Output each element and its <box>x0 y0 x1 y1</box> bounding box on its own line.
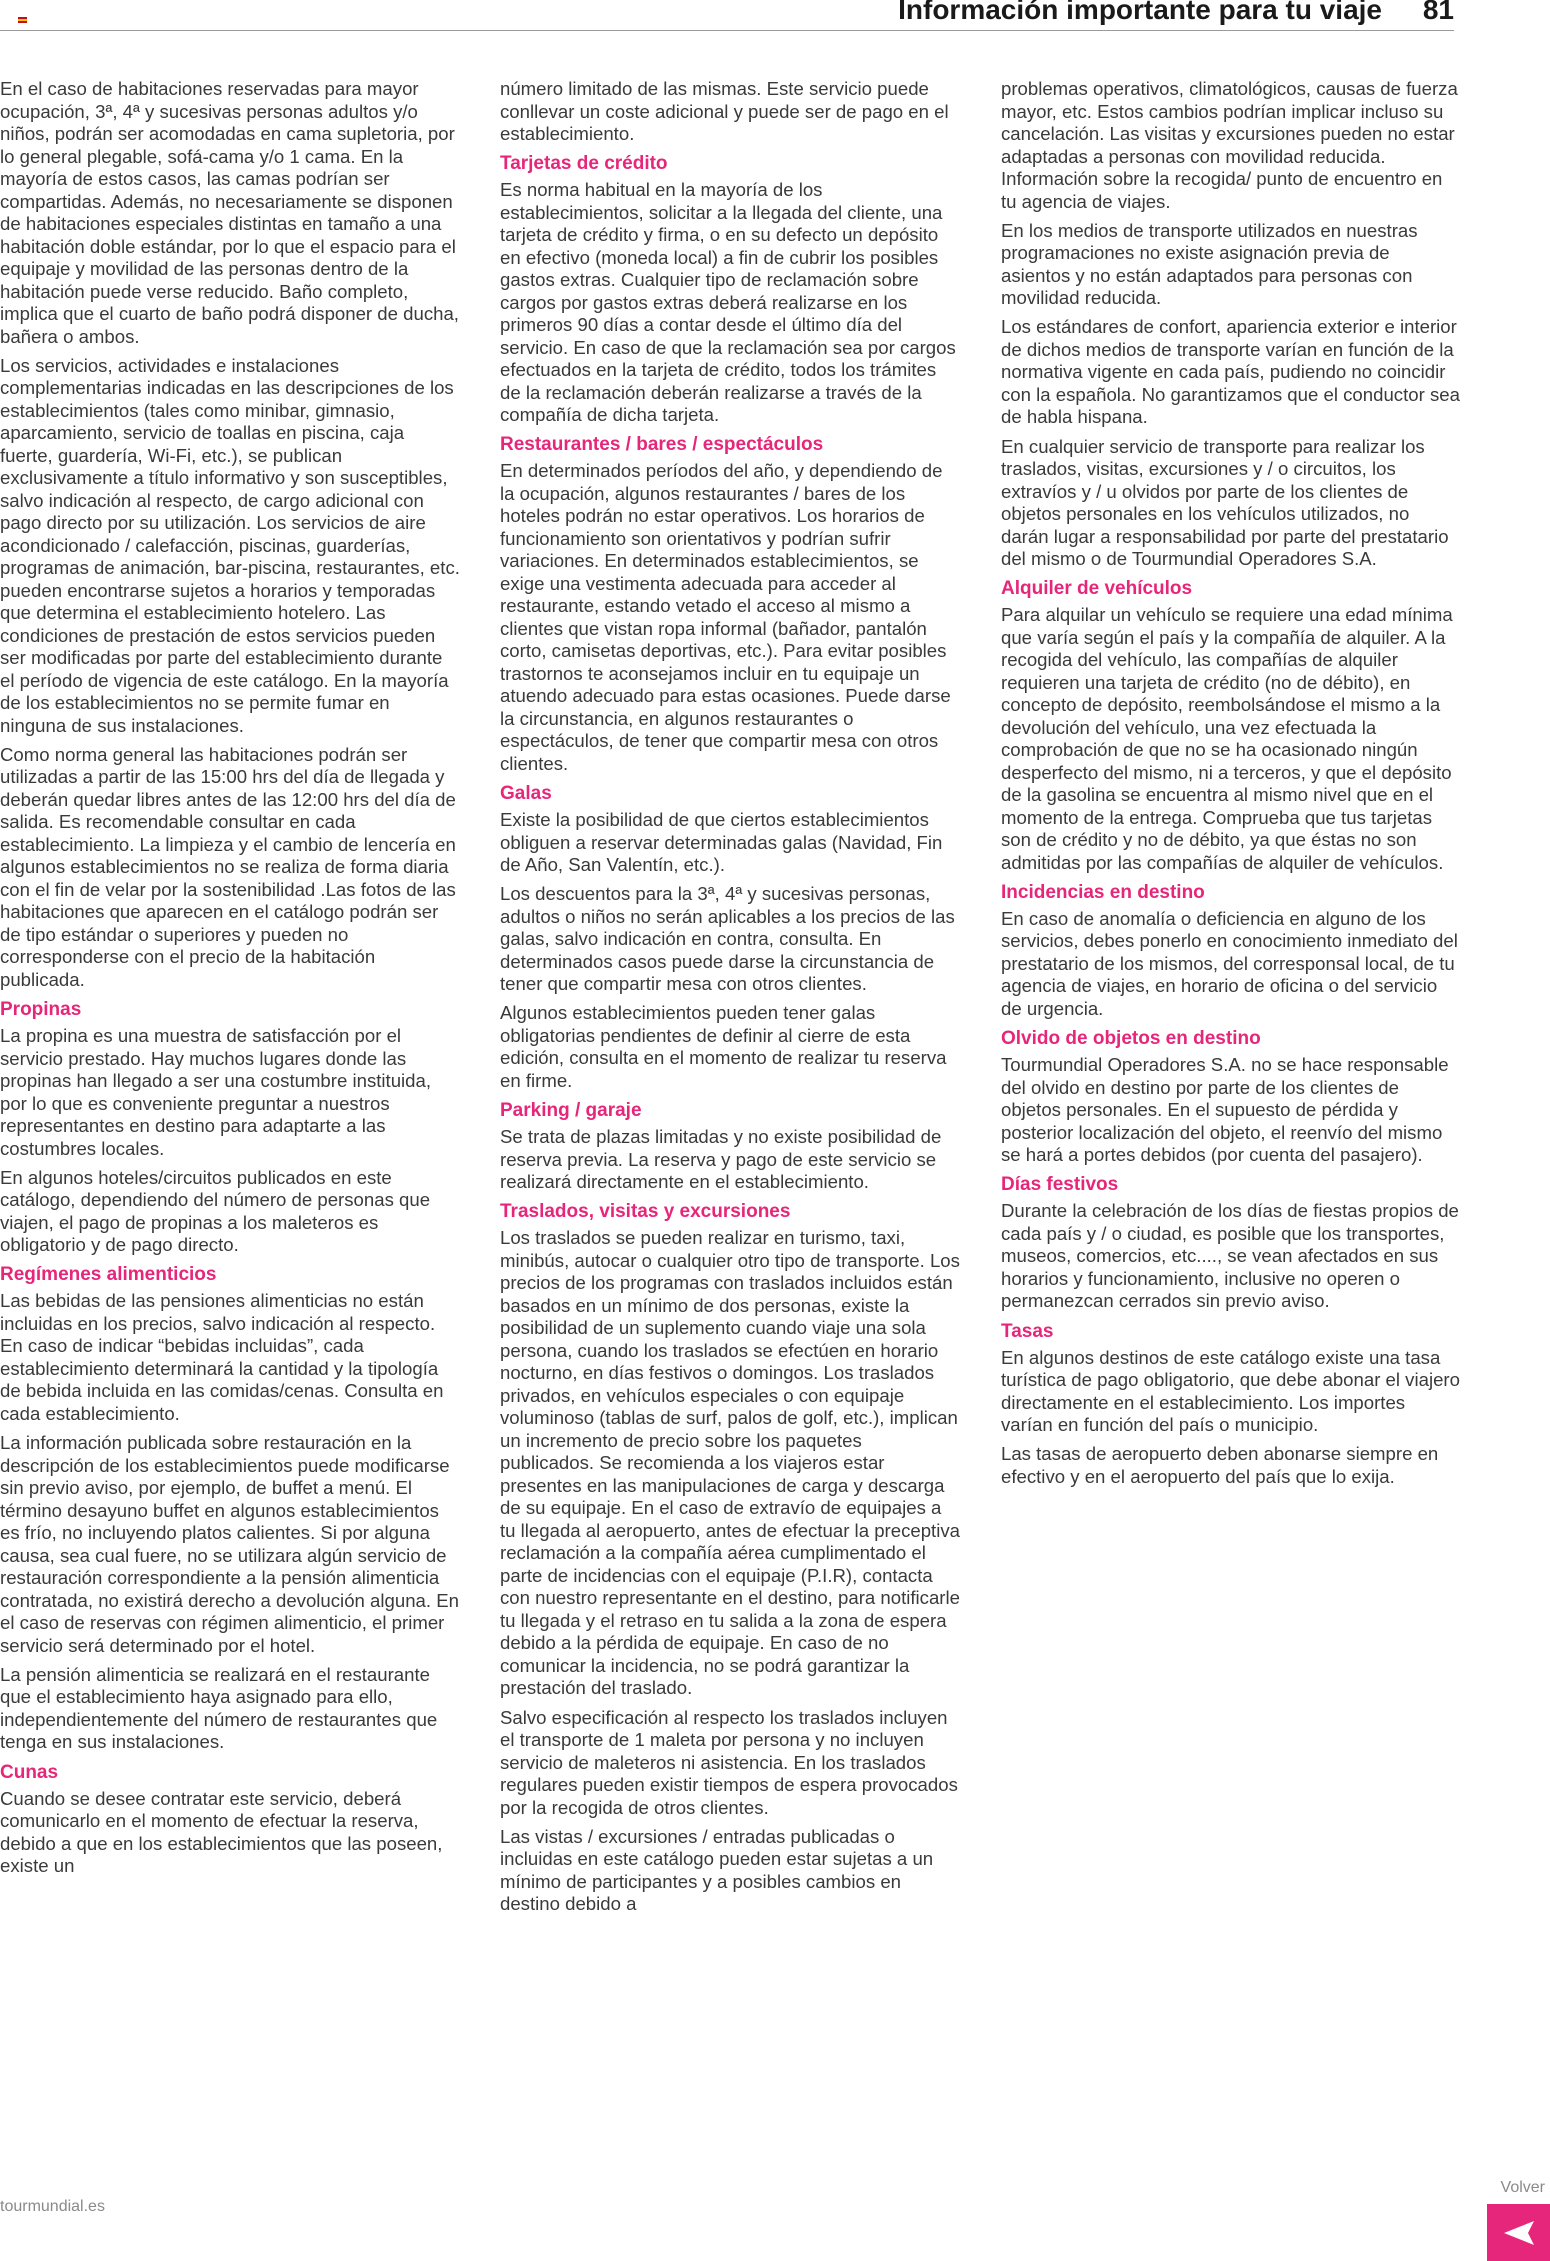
body-paragraph: En el caso de habitaciones reservadas para mayor ocupación, 3ª, 4ª y sucesivas personas adultos y/o niños, podrán ser acomodadas en cama supletoria, por lo general plegable, sofá-cama y/o 1 cama. En la mayoría de estos casos, las camas podrían ser compartidas. Además, no necesariamente se disponen de habitaciones especiales distintas en tamaño a una habitación doble estándar, por lo que el espacio para el equipaje y movilidad de las personas dentro de la habitación puede verse reducido. Baño completo, implica que el cuarto de baño podrá disponer de ducha, bañera o ambos. <box>0 78 459 347</box>
back-label: Volver <box>1500 2179 1545 2196</box>
text-section <box>1001 1320 1461 1489</box>
section-heading: Galas <box>500 783 552 805</box>
text-section <box>1001 577 1461 874</box>
body-paragraph: número limitado de las mismas. Este servicio puede conllevar un coste adicional y puede ser de pago en el establecimiento. <box>500 78 949 144</box>
column-2 <box>500 78 960 1922</box>
body-paragraph: Para alquilar un vehículo se requiere una edad mínima que varía según el país y la compañía de alquiler. A la recogida del vehículo, las compañías de alquiler requieren una tarjeta de crédito (no de débito), en concepto de depósito, reembolsándose el mismo a la devolución del vehículo, una vez efectuada la comprobación de que no se ha ocasionado ningún desperfecto del mismo, ni a terceros, y que el depósito de la gasolina se encuentra al mismo nivel que en el momento de la entrega. Comprueba que tus tarjetas son de crédito y no de débito, ya que éstas no son admitidas por las compañías de alquiler de vehículos. <box>1001 604 1453 873</box>
body-paragraph: Como norma general las habitaciones podrán ser utilizadas a partir de las 15:00 hrs del día de llegada y deberán quedar libres antes de las 12:00 hrs del día de salida. Es recomendable consultar en cada establecimiento. La limpieza y el cambio de lencería en algunos establecimientos no se realiza de forma diaria con el fin de velar por la sostenibilidad .Las fotos de las habitaciones que aparecen en el catálogo podrán ser de tipo estándar o superiores y pueden no corresponderse con el precio de la habitación publicada. <box>0 743 456 990</box>
text-section <box>500 78 960 146</box>
text-section <box>0 1263 460 1753</box>
body-paragraph: Los descuentos para la 3ª, 4ª y sucesivas personas, adultos o niños no serán aplicables a los precios de las galas, salvo indicación en contra, consulta. En determinados casos puede darse la circunstancia de tener que compartir mesa con otros clientes. <box>500 883 955 995</box>
section-heading: Alquiler de vehículos <box>1001 578 1193 600</box>
section-heading: Regímenes alimenticios <box>0 1264 217 1286</box>
text-section <box>500 1099 960 1194</box>
section-heading: Incidencias en destino <box>1001 881 1205 903</box>
section-heading: Tarjetas de crédito <box>500 153 668 175</box>
body-paragraph: En cualquier servicio de transporte para realizar los traslados, visitas, excursiones y / o circuitos, los extravíos y / u olvidos por parte de los clientes de objetos personales en los vehículos utilizados, no darán lugar a responsabilidad por parte del prestatario del mismo o de Tourmundial Operadores S.A. <box>1001 435 1449 570</box>
text-section <box>500 433 960 775</box>
text-section <box>0 78 460 991</box>
text-section <box>1001 881 1461 1021</box>
body-paragraph: En caso de anomalía o deficiencia en alguno de los servicios, debes ponerlo en conocimiento inmediato del prestatario de los mismos, del corresponsal local, de tu agencia de viajes, en horario de oficina o del servicio de urgencia. <box>1001 907 1458 1019</box>
text-section <box>0 998 460 1257</box>
body-paragraph: Es norma habitual en la mayoría de los establecimientos, solicitar a la llegada del cliente, una tarjeta de crédito y firma, o en su defecto un depósito en efectivo (moneda local) a fin de cubrir los posibles gastos extras. Cualquier tipo de reclamación sobre cargos por gastos extras deberá realizarse en los primeros 90 días a contar desde el último día del servicio. En caso de que la reclamación sea por cargos efectuados en la tarjeta de crédito, todos los trámites de la reclamación deberán realizarse a través de la compañía de dicha tarjeta. <box>500 179 956 426</box>
text-section <box>500 782 960 1092</box>
body-paragraph: Las bebidas de las pensiones alimenticias no están incluidas en los precios, salvo indicación al respecto. En caso de indicar “bebidas incluidas”, cada establecimiento determinará la cantidad y la tipología de bebida incluida en las comidas/cenas. Consulta en cada establecimiento. <box>0 1290 444 1424</box>
section-heading: Cunas <box>0 1761 59 1783</box>
text-section <box>1001 1173 1461 1313</box>
text-section <box>500 152 960 427</box>
footer-site-link[interactable]: tourmundial.es <box>0 2198 105 2215</box>
column-3 <box>1001 78 1461 1495</box>
section-heading: Traslados, visitas y excursiones <box>500 1201 791 1223</box>
body-paragraph: La información publicada sobre restauración en la descripción de los establecimientos puede modificarse sin previo aviso, por ejemplo, de buffet a menú. El término desayuno buffet en algunos establecimientos es frío, no incluyendo platos calientes. Si por alguna causa, sea cual fuere, no se utilizara algún servicio de restauración correspondiente a la pensión alimenticia contratada, no existirá derecho a devolución alguna. En el caso de reservas con régimen alimenticio, el primer servicio será determinado por el hotel. <box>0 1432 459 1656</box>
section-heading: Propinas <box>0 999 82 1021</box>
body-paragraph: En algunos destinos de este catálogo existe una tasa turística de pago obligatorio, que debe abonar el viajero directamente en el establecimiento. Los importes varían en función del país o municipio. <box>1001 1346 1460 1435</box>
body-paragraph: Los traslados se pueden realizar en turismo, taxi, minibús, autocar o cualquier otro tipo de transporte. Los precios de los programas con traslados incluidos están basados en un mínimo de dos personas, existe la posibilidad de un suplemento cuando viaje una sola persona, cuando los traslados se efectúen en horario nocturno, en días festivos o domingos. Los traslados privados, en vehículos especiales o con equipaje voluminoso (tablas de surf, palos de golf, etc.), implican un incremento de precio sobre los paquetes publicados. Se recomienda a los viajeros estar presentes en las manipulaciones de carga y descarga de su equipaje. En el caso de extravío de equipajes a tu llegada al aeropuerto, antes de efectuar la preceptiva reclamación a la compañía aérea cumplimentado el parte de incidencias con el equipaje (P.I.R), contacta con nuestro representante en el destino, para notificarle tu llegada y el retraso en tu salida a la zona de espera debido a la pérdida de equipaje. En caso de no comunicar la incidencia, no se podrá garantizar la prestación del traslado. <box>500 1227 960 1699</box>
section-heading: Olvido de objetos en destino <box>1001 1028 1261 1050</box>
page-title: Información importante para tu viaje <box>898 0 1382 25</box>
section-heading: Tasas <box>1001 1320 1054 1342</box>
text-section <box>1001 1027 1461 1167</box>
column-1 <box>0 78 460 1884</box>
body-paragraph: Los servicios, actividades e instalaciones complementarias indicadas en las descripciones de los establecimientos (tales como minibar, gimnasio, aparcamiento, servicio de toallas en piscina, caja fuerte, guardería, Wi-Fi, etc.), se publican exclusivamente a título informativo y son susceptibles, salvo indicación al respecto, de cargo adicional con pago directo por su utilización. Los servicios de aire acondicionado / calefacción, piscinas, guarderías, programas de animación, bar-piscina, restaurantes, etc. pueden encontrarse sujetos a horarios y temporadas que determina el establecimiento hotelero. Las condiciones de prestación de estos servicios pueden ser modificadas por parte del establecimiento durante el período de vigencia de este catálogo. En la mayoría de los establecimientos no se permite fumar en ninguna de sus instalaciones. <box>0 354 460 736</box>
spain-flag-icon <box>18 17 27 23</box>
body-paragraph: Tourmundial Operadores S.A. no se hace responsable del olvido en destino por parte de los clientes de objetos personales. En el supuesto de pérdida y posterior localización del objeto, el reenvío del mismo se hará a portes debidos (por cuenta del pasajero). <box>1001 1054 1449 1166</box>
body-paragraph: problemas operativos, climatológicos, causas de fuerza mayor, etc. Estos cambios podrían implicar incluso su cancelación. Las visitas y excursiones pueden no estar adaptadas a personas con movilidad reducida. Información sobre la recogida/ punto de encuentro en tu agencia de viajes. <box>1001 78 1458 212</box>
text-section <box>1001 78 1461 571</box>
body-paragraph: Salvo especificación al respecto los traslados incluyen el transporte de 1 maleta por persona y no incluyen servicio de maleteros ni asistencia. En los traslados regulares pueden existir tiempos de espera provocados por la recogida de otros clientes. <box>500 1706 958 1818</box>
page-number: 81 <box>1422 0 1454 25</box>
text-section <box>500 1200 960 1915</box>
section-heading: Restaurantes / bares / espectáculos <box>500 434 824 456</box>
flag-stripe-bottom <box>18 21 27 23</box>
section-heading: Parking / garaje <box>500 1100 642 1122</box>
body-paragraph: En los medios de transporte utilizados en nuestras programaciones no existe asignación previa de asientos y no están adaptados para personas con movilidad reducida. <box>1001 219 1418 309</box>
body-paragraph: En algunos hoteles/circuitos publicados en este catálogo, dependiendo del número de personas que viajen, el pago de propinas a los maleteros es obligatorio y de pago directo. <box>0 1166 431 1256</box>
body-paragraph: Existe la posibilidad de que ciertos establecimientos obliguen a reservar determinadas galas (Navidad, Fin de Año, San Valentín, etc.). <box>500 809 943 876</box>
body-paragraph: En determinados períodos del año, y dependiendo de la ocupación, algunos restaurantes / bares de los hoteles podrán no estar operativos. Los horarios de funcionamiento son orientativos y podrían sufrir variaciones. En determinados establecimientos, se exige una vestimenta adecuada para acceder al restaurante, estando vetado el acceso al mismo a clientes que vistan ropa informal (bañador, pantalón corto, camisetas deportivas, etc.). Para evitar posibles trastornos te aconsejamos incluir en tu equipaje un atuendo adecuado para estas ocasiones. Puede darse la circunstancia, en algunos restaurantes o espectáculos, de tener que compartir mesa con otros clientes. <box>500 460 951 774</box>
back-button[interactable] <box>1487 2204 1550 2261</box>
back-arrow-icon <box>1502 2219 1536 2247</box>
text-section <box>0 1761 460 1878</box>
page-header <box>0 0 1454 31</box>
body-paragraph: Las tasas de aeropuerto deben abonarse siempre en efectivo y en el aeropuerto del país que lo exija. <box>1001 1443 1439 1487</box>
body-paragraph: Los estándares de confort, apariencia exterior e interior de dichos medios de transporte varían en función de la normativa vigente en cada país, pudiendo no coincidir con la española. No garantizamos que el conductor sea de habla hispana. <box>1001 316 1460 428</box>
body-paragraph: Las vistas / excursiones / entradas publicadas o incluidas en este catálogo pueden estar sujetas a un mínimo de participantes y a posibles cambios en destino debido a <box>500 1825 934 1915</box>
body-paragraph: Algunos establecimientos pueden tener galas obligatorias pendientes de definir al cierre de esta edición, consulta en el momento de realizar tu reserva en firme. <box>500 1002 947 1091</box>
body-paragraph: La propina es una muestra de satisfacción por el servicio prestado. Hay muchos lugares donde las propinas han llegado a ser una costumbre instituida, por lo que es conveniente preguntar a nuestros representantes en destino para adaptarte a las costumbres locales. <box>0 1025 432 1159</box>
body-paragraph: Cuando se desee contratar este servicio, deberá comunicarlo en el momento de efectuar la reserva, debido a que en los establecimientos que las poseen, existe un <box>0 1787 443 1876</box>
body-paragraph: La pensión alimenticia se realizará en el restaurante que el establecimiento haya asignado para ello, independientemente del número de restaurantes que tenga en sus instalaciones. <box>0 1663 438 1753</box>
body-paragraph: Durante la celebración de los días de fiestas propios de cada país y / o ciudad, es posible que los transportes, museos, comercios, etc...., se vean afectados en sus horarios y funcionamiento, inclusive no operen o permanezcan cerrados sin previo aviso. <box>1001 1200 1459 1312</box>
body-paragraph: Se trata de plazas limitadas y no existe posibilidad de reserva previa. La reserva y pago de este servicio se realizará directamente en el establecimiento. <box>500 1126 942 1193</box>
section-heading: Días festivos <box>1001 1174 1119 1196</box>
